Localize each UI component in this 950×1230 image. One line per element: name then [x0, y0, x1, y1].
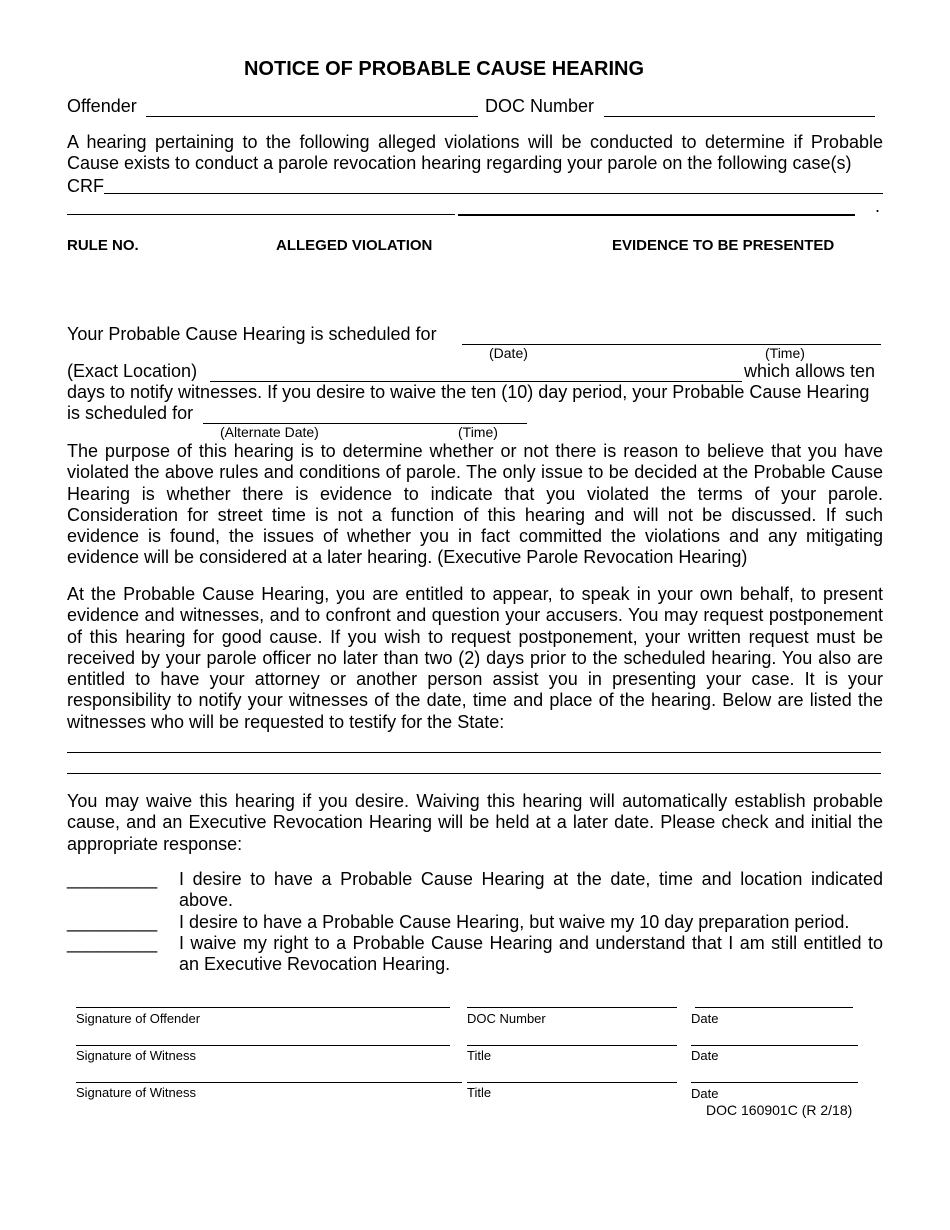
witness-title-line-2[interactable]: [467, 1082, 677, 1083]
witness-signature-line-2[interactable]: [76, 1082, 462, 1083]
signature-middle-label-2: Title: [467, 1048, 492, 1063]
signature-date-label-2: Date: [691, 1048, 719, 1063]
scheduled-for-alt-label: is scheduled for: [67, 403, 194, 423]
purpose-paragraph: The purpose of this hearing is to determine whether or not there is reason to believe that you have violated the above rules and conditions of parole. The only issue to be decided at the Probable Cause Hearing is whether there is evidence to indicate that you violated the terms of your parole. Consideration for street time is not a function of this hearing and will not be discussed. If such evidence is found, the issues of whether you in fact committed the violations and any mitigating evidence will be considered at a later hearing. (Executive Parole Revocation Hearing): [67, 441, 883, 568]
form-number: DOC 160901C (R 2/18): [706, 1102, 853, 1118]
option-initial-blank-1[interactable]: _________: [67, 869, 158, 889]
signature-label-2: Signature of Witness: [76, 1048, 196, 1063]
signature-date-label-1: Date: [691, 1011, 719, 1026]
column-rule-no: RULE NO.: [67, 237, 139, 254]
exact-location-label: (Exact Location): [67, 361, 198, 381]
intro-text: A hearing pertaining to the following alleged violations will be conducted to determine if Probable Cause exists to conduct a parole revocation hearing regarding your parole on the following case(s): [67, 132, 883, 174]
crf-line-2b[interactable]: [458, 214, 855, 216]
offender-signature-line[interactable]: [76, 1007, 450, 1008]
witness-title-line-1[interactable]: [467, 1045, 677, 1046]
signature-date-label-3: Date: [691, 1086, 719, 1101]
offender-doc-number-line[interactable]: [467, 1007, 677, 1008]
signature-middle-label-1: DOC Number: [467, 1011, 546, 1026]
offender-date-line[interactable]: [695, 1007, 853, 1008]
witness-line-1[interactable]: [67, 752, 881, 753]
alternate-date-time-field[interactable]: [203, 403, 527, 424]
waive-paragraph: You may waive this hearing if you desire. Waiving this hearing will automatically establish probable cause, and an Executive Revocation Hearing will be held at a later date. Please check and initial the appropriate response:: [67, 791, 883, 854]
option-initial-blank-2[interactable]: _________: [67, 912, 158, 932]
crf-line-2a[interactable]: [67, 214, 455, 215]
scheduled-date-time-field[interactable]: [462, 324, 881, 345]
option-text-1: I desire to have a Probable Cause Hearing at the date, time and location indicated above.: [179, 869, 883, 911]
alternate-date-caption: (Alternate Date): [220, 424, 319, 440]
allows-ten-text: which allows ten: [744, 361, 876, 381]
signature-label-3: Signature of Witness: [76, 1085, 196, 1100]
doc-number-label: DOC Number: [485, 96, 595, 116]
option-text-2: I desire to have a Probable Cause Hearing, but waive my 10 day preparation period.: [179, 912, 850, 932]
crf-label: CRF: [67, 176, 104, 196]
signature-middle-label-3: Title: [467, 1085, 492, 1100]
page-title: NOTICE OF PROBABLE CAUSE HEARING: [243, 58, 645, 80]
witness-line-2[interactable]: [67, 773, 881, 774]
offender-label: Offender: [67, 96, 137, 116]
exact-location-field[interactable]: [210, 361, 742, 382]
crf-period: .: [875, 196, 881, 216]
column-alleged-violation: ALLEGED VIOLATION: [276, 237, 433, 254]
signature-label-1: Signature of Offender: [76, 1011, 201, 1026]
rights-paragraph: At the Probable Cause Hearing, you are entitled to appear, to speak in your own behalf, to present evidence and witnesses, and to confront and question your accusers. You may request postponement of this hearing for good cause. If you wish to request postponement, your written request must be received by your parole officer no later than two (2) days prior to the scheduled hearing. You also are entitled to have your attorney or another person assist you in presenting your case. It is your responsibility to notify your witnesses of the date, time and place of the hearing. Below are listed the witnesses who will be requested to testify for the State:: [67, 584, 883, 732]
offender-field[interactable]: [146, 96, 478, 117]
witness-signature-line-1[interactable]: [76, 1045, 450, 1046]
alt-time-caption: (Time): [458, 424, 498, 440]
option-initial-blank-3[interactable]: _________: [67, 933, 158, 953]
crf-line-1[interactable]: [104, 193, 883, 194]
scheduled-for-label: Your Probable Cause Hearing is scheduled for: [67, 324, 437, 344]
waive-period-text: days to notify witnesses. If you desire to waive the ten (10) day period, your Probable Cause Hearing: [67, 382, 870, 402]
doc-number-field[interactable]: [604, 96, 875, 117]
witness-date-line-2[interactable]: [691, 1082, 858, 1083]
witness-date-line-1[interactable]: [691, 1045, 858, 1046]
column-evidence: EVIDENCE TO BE PRESENTED: [612, 237, 835, 254]
option-text-3: I waive my right to a Probable Cause Hearing and understand that I am still entitled to an Executive Revocation Hearing.: [179, 933, 883, 975]
time-caption: (Time): [765, 345, 805, 361]
date-caption: (Date): [489, 345, 528, 361]
